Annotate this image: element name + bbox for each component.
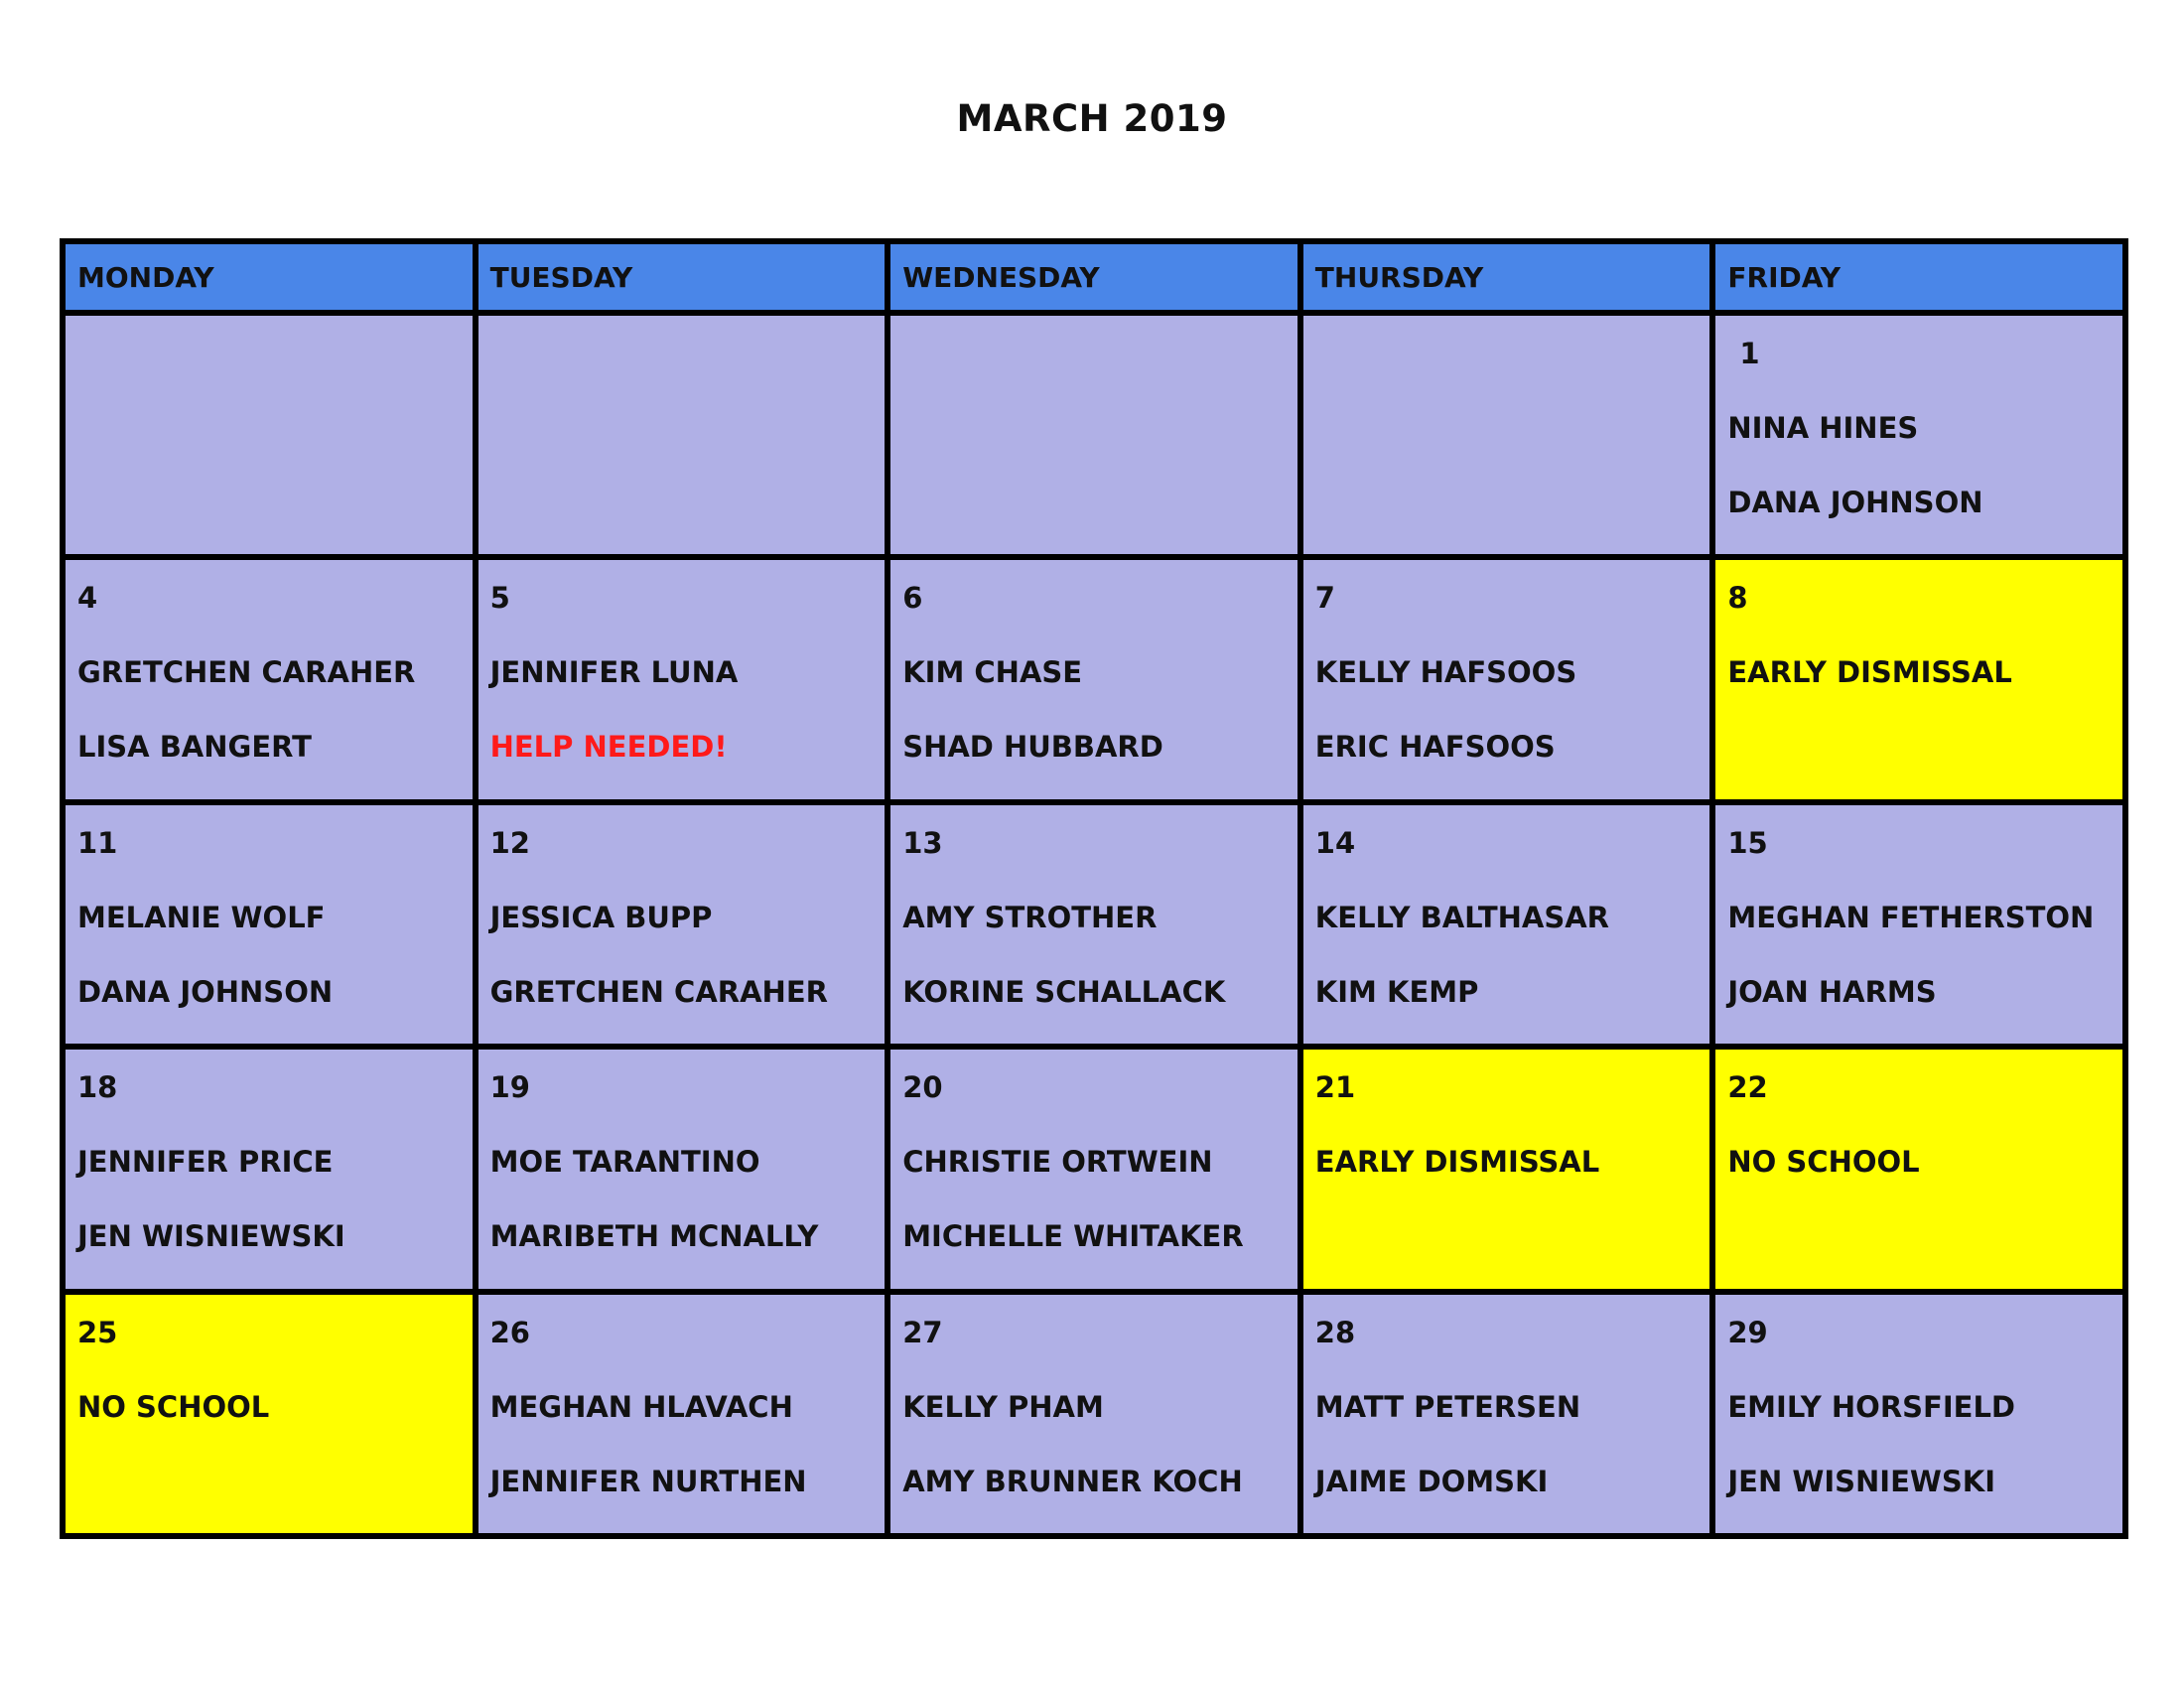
- volunteer-name: MOE TARANTINO: [489, 1145, 760, 1180]
- day-cell-empty: [476, 313, 888, 557]
- day-number: 29: [1727, 1315, 1768, 1349]
- event-note: NO SCHOOL: [1727, 1145, 1920, 1180]
- volunteer-name: KIM KEMP: [1314, 974, 1479, 1009]
- day-number: 27: [902, 1315, 943, 1349]
- volunteer-name: MATT PETERSEN: [1314, 1389, 1581, 1424]
- day-cell: [63, 1047, 476, 1291]
- volunteer-name: AMY STROTHER: [902, 900, 1158, 934]
- volunteer-name: KIM CHASE: [902, 655, 1083, 690]
- day-cell: [887, 802, 1300, 1047]
- help-needed-note: HELP NEEDED!: [489, 730, 728, 765]
- volunteer-name: MEGHAN HLAVACH: [489, 1389, 793, 1424]
- volunteer-name: MELANIE WOLF: [77, 900, 326, 934]
- day-number: 6: [902, 581, 923, 616]
- day-number: 25: [77, 1315, 118, 1349]
- event-note: NO SCHOOL: [77, 1389, 270, 1424]
- day-cell: [476, 1292, 888, 1536]
- day-number: 8: [1727, 581, 1748, 616]
- event-note: EARLY DISMISSAL: [1314, 1145, 1600, 1180]
- volunteer-name: AMY BRUNNER KOCH: [902, 1464, 1243, 1498]
- week-row: [63, 557, 2125, 801]
- volunteer-name: KORINE SCHALLACK: [902, 974, 1226, 1009]
- day-cell: [1300, 1292, 1713, 1536]
- day-number: 4: [77, 581, 98, 616]
- volunteer-name: MICHELLE WHITAKER: [902, 1219, 1244, 1254]
- day-cell-empty: [63, 313, 476, 557]
- volunteer-name: ERIC HAFSOOS: [1314, 730, 1556, 765]
- day-cell: [476, 1047, 888, 1291]
- day-number: 22: [1727, 1070, 1768, 1105]
- day-cell: [1712, 313, 2125, 557]
- day-number: 1: [1739, 337, 1760, 370]
- day-number: 12: [489, 825, 530, 860]
- volunteer-name: CHRISTIE ORTWEIN: [902, 1145, 1213, 1180]
- volunteer-name: KELLY HAFSOOS: [1314, 655, 1577, 690]
- volunteer-calendar: [60, 238, 2128, 1539]
- volunteer-name: JESSICA BUPP: [489, 900, 713, 934]
- day-cell: [63, 557, 476, 801]
- volunteer-name: MEGHAN FETHERSTON: [1727, 900, 2095, 934]
- volunteer-name: JENNIFER LUNA: [489, 655, 739, 690]
- day-number: 13: [902, 825, 943, 860]
- volunteer-name: DANA JOHNSON: [1727, 486, 1983, 519]
- day-number: 28: [1314, 1315, 1356, 1349]
- volunteer-name: GRETCHEN CARAHER: [489, 974, 828, 1009]
- day-cell-highlighted: [63, 1292, 476, 1536]
- day-cell: [1712, 802, 2125, 1047]
- volunteer-name: KELLY BALTHASAR: [1314, 900, 1609, 934]
- day-cell: [887, 1292, 1300, 1536]
- day-cell: [63, 802, 476, 1047]
- day-number: 11: [77, 825, 118, 860]
- volunteer-name: EMILY HORSFIELD: [1727, 1389, 2015, 1424]
- volunteer-name: LISA BANGERT: [77, 730, 312, 765]
- day-number: 14: [1314, 825, 1356, 860]
- day-number: 5: [489, 581, 510, 616]
- weekday-header: FRIDAY: [1712, 241, 2125, 313]
- day-number: 18: [77, 1070, 118, 1105]
- volunteer-name: GRETCHEN CARAHER: [77, 655, 416, 690]
- day-cell: [887, 1047, 1300, 1291]
- volunteer-name: JOAN HARMS: [1727, 974, 1937, 1009]
- volunteer-name: NINA HINES: [1727, 411, 1919, 445]
- calendar-title: MARCH 2019: [956, 97, 1228, 140]
- volunteer-name: JENNIFER NURTHEN: [489, 1464, 807, 1498]
- volunteer-name: DANA JOHNSON: [77, 974, 334, 1009]
- day-cell-highlighted: [1712, 1047, 2125, 1291]
- weekday-header: WEDNESDAY: [887, 241, 1300, 313]
- day-cell: [1300, 557, 1713, 801]
- event-note: EARLY DISMISSAL: [1727, 655, 2012, 690]
- week-row: [63, 1047, 2125, 1291]
- day-number: 7: [1314, 581, 1335, 616]
- day-cell: [1300, 802, 1713, 1047]
- day-cell: [476, 557, 888, 801]
- volunteer-name: MARIBETH MCNALLY: [489, 1219, 819, 1254]
- volunteer-name: JAIME DOMSKI: [1314, 1464, 1549, 1498]
- week-row: [63, 802, 2125, 1047]
- volunteer-name: SHAD HUBBARD: [902, 730, 1163, 765]
- day-number: 19: [489, 1070, 530, 1105]
- weekday-header: MONDAY: [63, 241, 476, 313]
- weekday-header: THURSDAY: [1300, 241, 1713, 313]
- weekday-header: TUESDAY: [476, 241, 888, 313]
- weekday-header-row: [63, 241, 2125, 313]
- day-number: 15: [1727, 825, 1768, 860]
- volunteer-name: JEN WISNIEWSKI: [1727, 1464, 1996, 1498]
- volunteer-name: JEN WISNIEWSKI: [77, 1219, 345, 1254]
- day-cell-empty: [1300, 313, 1713, 557]
- day-number: 21: [1314, 1070, 1356, 1105]
- day-number: 26: [489, 1315, 530, 1349]
- week-row: [63, 313, 2125, 557]
- volunteer-name: JENNIFER PRICE: [77, 1145, 334, 1180]
- day-cell: [1712, 1292, 2125, 1536]
- day-cell-highlighted: [1712, 557, 2125, 801]
- day-cell-empty: [887, 313, 1300, 557]
- day-cell-highlighted: [1300, 1047, 1713, 1291]
- day-cell: [887, 557, 1300, 801]
- day-number: 20: [902, 1070, 943, 1105]
- volunteer-name: KELLY PHAM: [902, 1389, 1104, 1424]
- day-cell: [476, 802, 888, 1047]
- week-row: [63, 1292, 2125, 1536]
